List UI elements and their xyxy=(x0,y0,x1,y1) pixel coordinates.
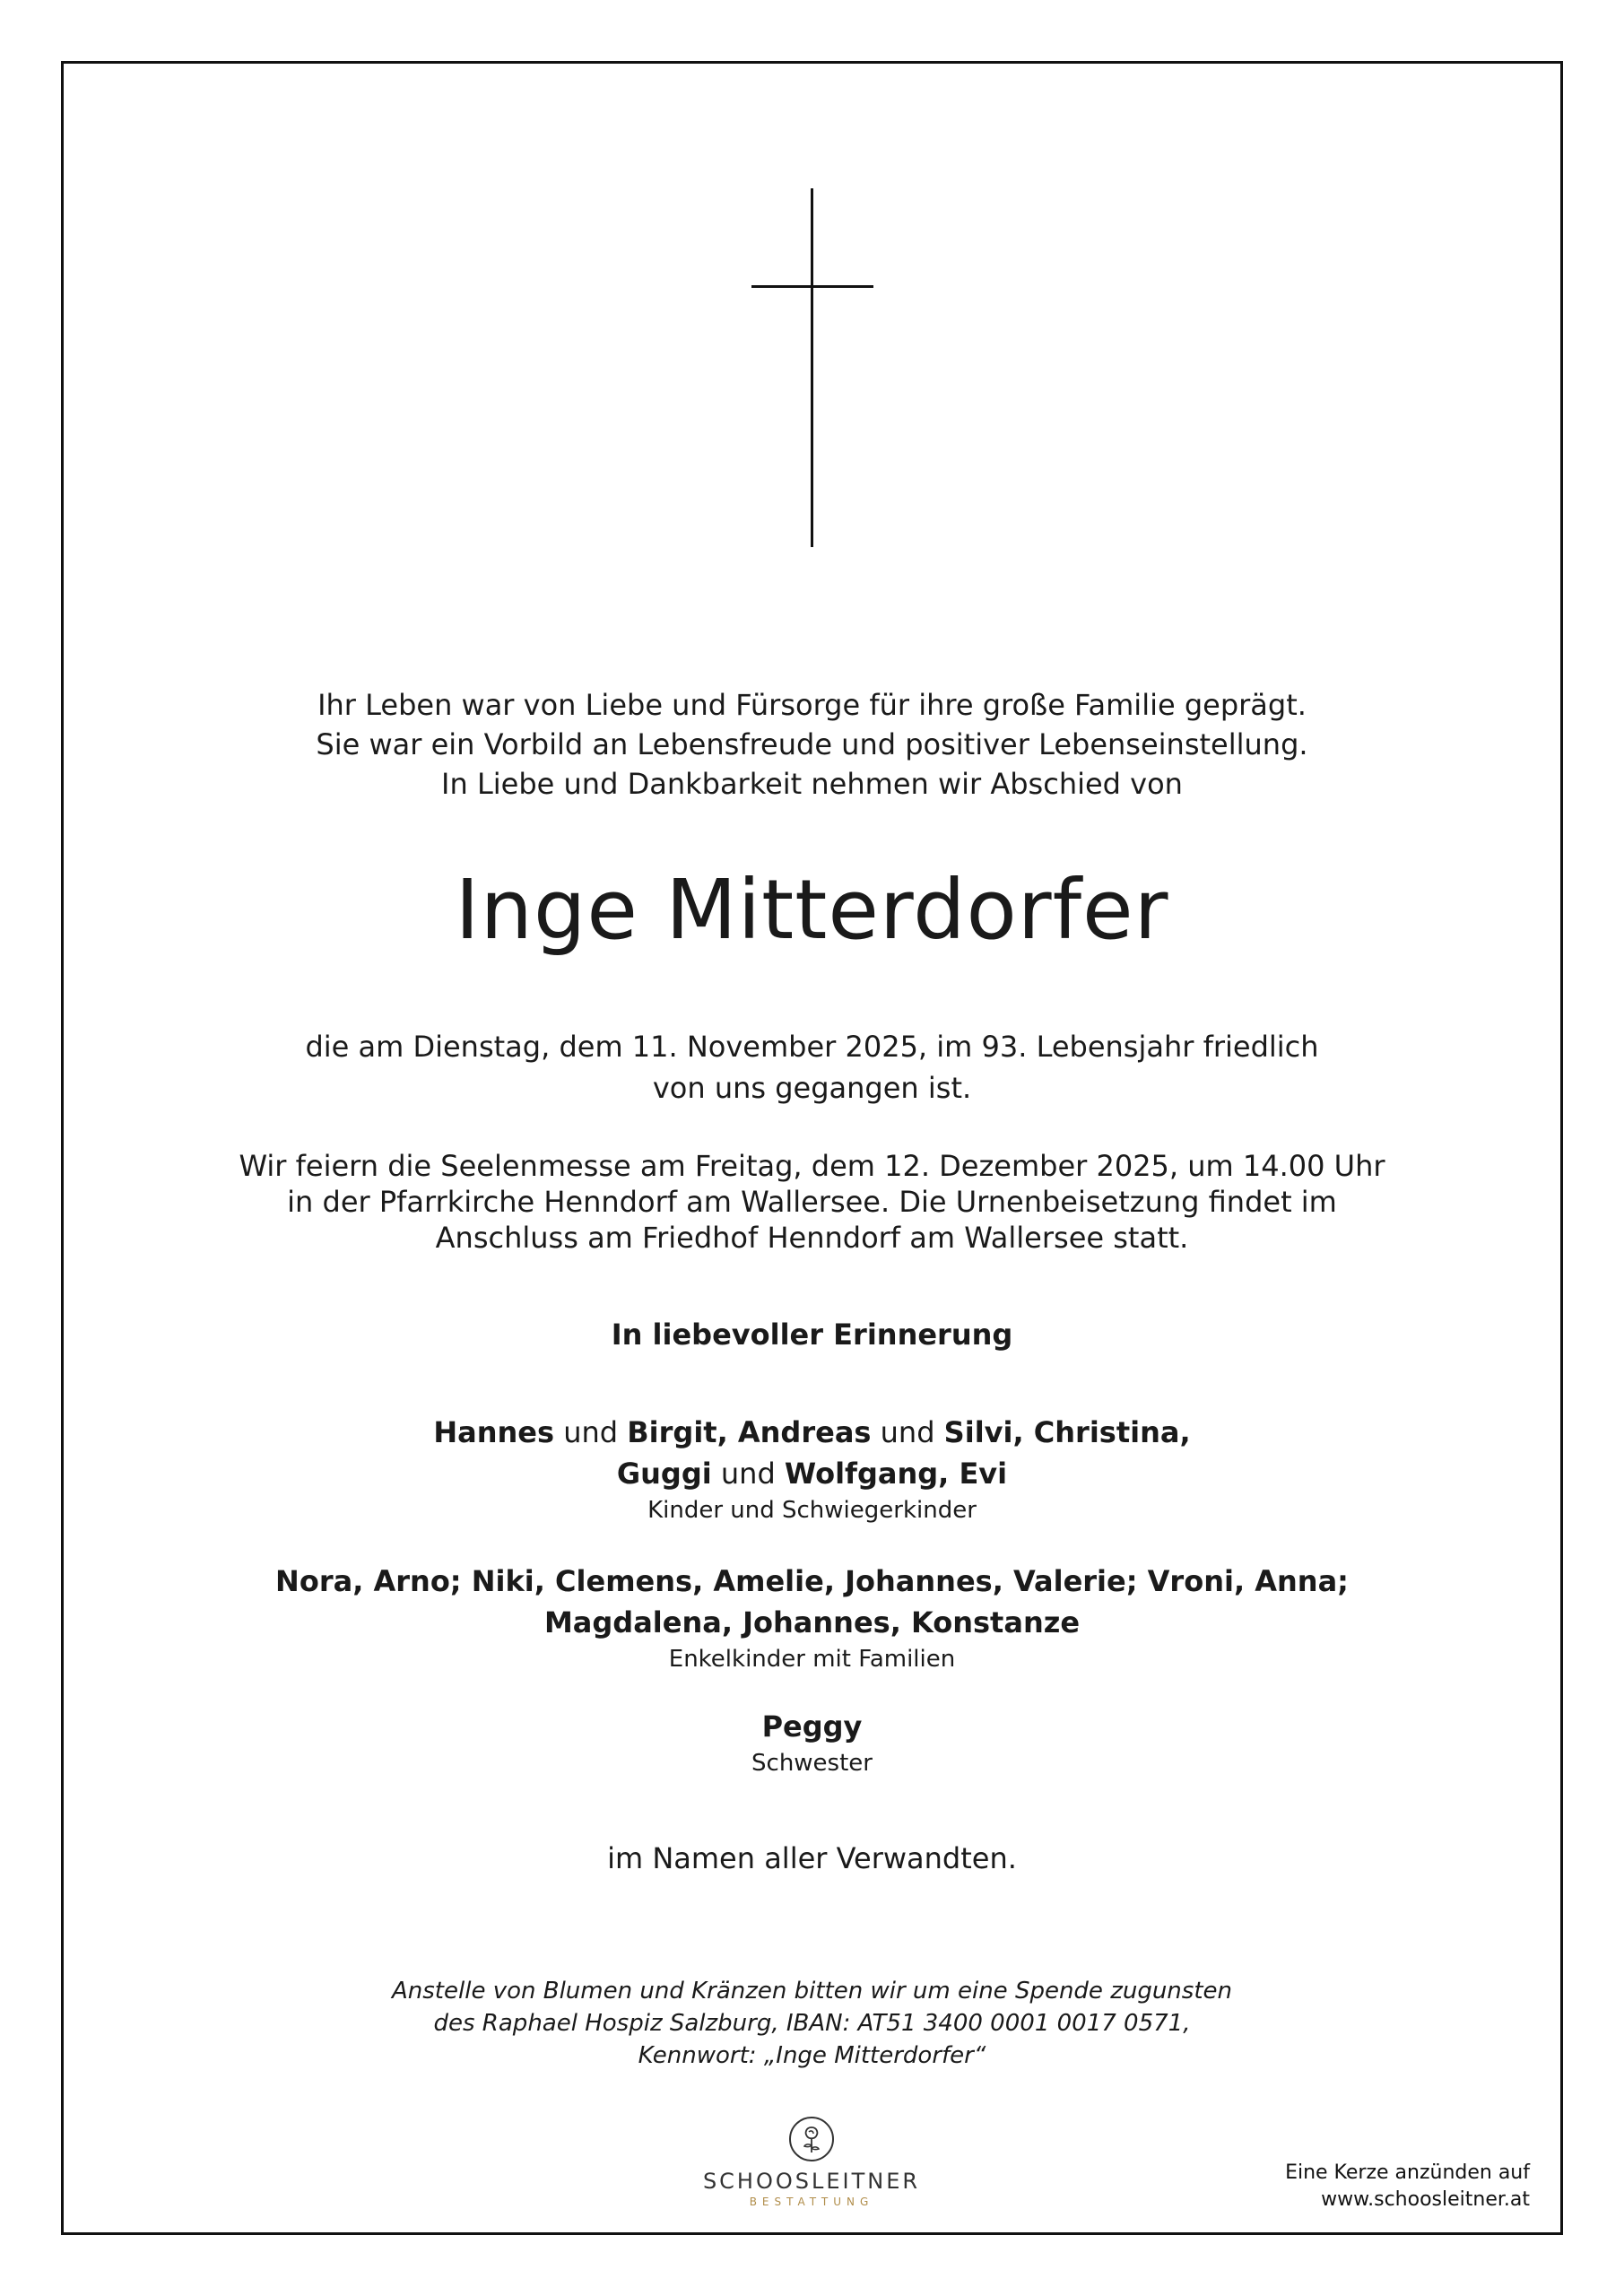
rose-icon xyxy=(787,2115,836,2163)
memory-heading: In liebevoller Erinnerung xyxy=(611,1318,1013,1352)
candle-note xyxy=(1285,2160,1530,2213)
mass-line: Anschluss am Friedhof Henndorf am Wallersee statt. xyxy=(435,1221,1189,1255)
intro-line: Ihr Leben war von Liebe und Fürsorge für ihre große Familie geprägt. xyxy=(317,688,1307,722)
donation-note xyxy=(0,1975,1624,2072)
children-line-2 xyxy=(0,1453,1624,1494)
death-line: von uns gegangen ist. xyxy=(652,1071,972,1105)
sister-group xyxy=(0,1706,1624,1779)
conjunction: und xyxy=(711,1457,785,1491)
relation-label: Enkelkinder mit Familien xyxy=(668,1646,956,1673)
relation-label: Kinder und Schwiegerkinder xyxy=(647,1497,977,1524)
children-group xyxy=(0,1412,1624,1526)
intro-text xyxy=(0,685,1624,804)
donation-line: Kennwort: „Inge Mitterdorfer“ xyxy=(638,2042,986,2069)
grandchildren-group xyxy=(0,1561,1624,1675)
death-notice xyxy=(0,1026,1624,1109)
relation-label: Schwester xyxy=(751,1750,873,1777)
closing-text: im Namen aller Verwandten. xyxy=(607,1841,1017,1875)
logo-name: SCHOOSLEITNER xyxy=(702,2169,921,2194)
mass-line: in der Pfarrkirche Henndorf am Wallersee. Die Urnenbeisetzung findet im xyxy=(287,1185,1337,1219)
cross-icon xyxy=(811,188,813,547)
funeral-home-logo xyxy=(699,2115,924,2208)
cross-icon-bar xyxy=(751,285,873,288)
intro-line: In Liebe und Dankbarkeit nehmen wir Abschied von xyxy=(441,767,1183,801)
candle-link[interactable]: www.schoosleitner.at xyxy=(1321,2188,1530,2211)
grandchildren-line: Magdalena, Johannes, Konstanze xyxy=(543,1605,1081,1639)
deceased-name: Inge Mitterdorfer xyxy=(455,862,1169,958)
death-line: die am Dienstag, dem 11. November 2025, im 93. Lebensjahr friedlich xyxy=(305,1030,1319,1064)
candle-line: Eine Kerze anzünden auf xyxy=(1285,2161,1530,2184)
sister-name: Peggy xyxy=(761,1709,863,1744)
conjunction: und xyxy=(871,1415,944,1449)
intro-line: Sie war ein Vorbild an Lebensfreude und positiver Lebenseinstellung. xyxy=(316,727,1308,761)
donation-line: des Raphael Hospiz Salzburg, IBAN: AT51 3400 0001 0017 0571, xyxy=(433,2010,1191,2037)
mourner-name: Wolfgang, Evi xyxy=(784,1457,1008,1491)
mourner-name: Guggi xyxy=(616,1457,712,1491)
mourner-name: Silvi, Christina, xyxy=(943,1415,1191,1449)
conjunction: und xyxy=(554,1415,628,1449)
donation-line: Anstelle von Blumen und Kränzen bitten wir um eine Spende zugunsten xyxy=(392,1978,1232,2005)
mass-line: Wir feiern die Seelenmesse am Freitag, dem 12. Dezember 2025, um 14.00 Uhr xyxy=(239,1149,1385,1183)
children-line-1 xyxy=(0,1412,1624,1453)
mass-announcement xyxy=(0,1148,1624,1256)
logo-subtitle: BESTATTUNG xyxy=(749,2196,874,2208)
grandchildren-line: Nora, Arno; Niki, Clemens, Amelie, Johannes, Valerie; Vroni, Anna; xyxy=(275,1564,1349,1598)
mourner-name: Birgit, Andreas xyxy=(627,1415,872,1449)
mourner-name: Hannes xyxy=(433,1415,555,1449)
